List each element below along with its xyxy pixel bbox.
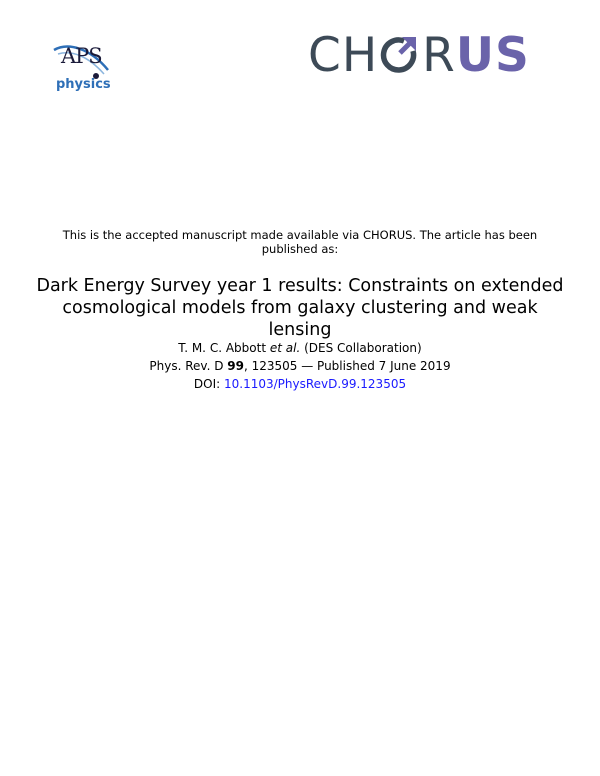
- availability-notice: This is the accepted manuscript made available via CHORUS. The article has been published as:: [62, 228, 538, 256]
- doi-link[interactable]: 10.1103/PhysRevD.99.123505: [224, 377, 407, 391]
- doi-line: [50, 376, 550, 392]
- authors-main: T. M. C. Abbott: [178, 341, 267, 355]
- authors-line: [50, 340, 550, 356]
- journal-name: Phys. Rev. D: [149, 359, 224, 373]
- volume-number: 99: [227, 359, 244, 373]
- chorus-logo-left: CH: [308, 28, 379, 83]
- citation-line: [50, 358, 550, 374]
- aps-letters: APS: [61, 44, 102, 68]
- authors-etal: et al.: [269, 341, 301, 355]
- chorus-logo: [308, 30, 530, 82]
- aps-physics-word: physics: [56, 77, 111, 92]
- chorus-logo-right: US: [455, 28, 530, 83]
- article-title: Dark Energy Survey year 1 results: Constraints on extended cosmological models from galaxy clustering and weak lensing: [36, 276, 564, 340]
- article-number-date: , 123505 — Published 7 June 2019: [243, 359, 451, 373]
- chorus-arrow-o-icon: [380, 35, 420, 75]
- authors-collaboration: (DES Collaboration): [304, 341, 422, 355]
- doi-label: DOI:: [193, 377, 221, 391]
- chorus-logo-mid: R: [422, 28, 456, 83]
